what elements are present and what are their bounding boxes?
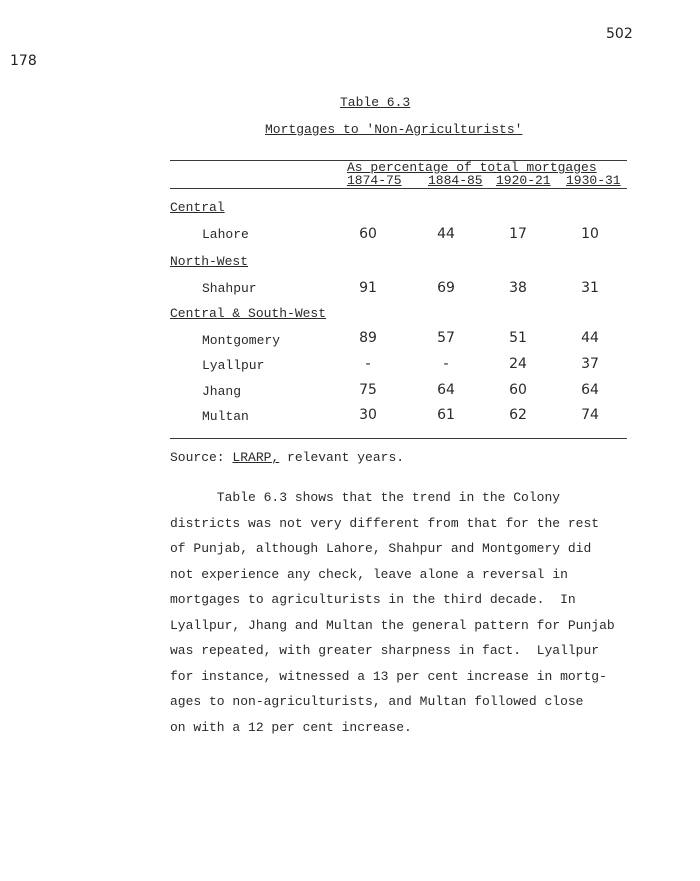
body-paragraph (170, 485, 615, 740)
table-header-rule (170, 188, 627, 189)
table-cell: 38 (509, 280, 527, 296)
table-cell: 91 (359, 280, 377, 296)
source-reference: LRARP, (232, 450, 280, 465)
table-cell: 89 (359, 330, 377, 346)
source-detail: relevant years. (287, 450, 405, 465)
paragraph-line: not experience any check, leave alone a reversal in (170, 566, 568, 582)
column-header-1930: 1930-31 (566, 173, 621, 188)
column-group-header: As percentage of total mortgages (347, 160, 597, 175)
table-cell: 60 (359, 226, 377, 242)
table-cell: 64 (437, 382, 455, 398)
table-cell: 57 (437, 330, 455, 346)
table-cell: - (365, 356, 371, 372)
table-cell: 64 (581, 382, 599, 398)
paragraph-line: mortgages to agriculturists in the third decade. In (170, 592, 576, 607)
table-cell: 44 (581, 330, 599, 346)
table-subtitle: Mortgages to 'Non-Agriculturists' (265, 122, 523, 137)
table-cell: 10 (581, 226, 599, 242)
column-header-1920: 1920-21 (496, 173, 551, 188)
district-jhang: Jhang (202, 384, 242, 399)
paragraph-line: districts was not very different from that for the rest (170, 515, 600, 531)
paragraph-line: of Punjab, although Lahore, Shahpur and Montgomery did (170, 541, 592, 556)
table-cell: 69 (437, 280, 455, 296)
table-cell: 37 (581, 356, 599, 372)
paragraph-line: was repeated, with greater sharpness in fact. Lyallpur (170, 643, 600, 658)
column-header-1874: 1874-75 (347, 173, 402, 188)
paragraph-line: on with a 12 per cent increase. (170, 719, 412, 735)
page-number: 178 (10, 53, 37, 69)
table-cell: 60 (509, 382, 527, 398)
column-header-1884: 1884-85 (428, 173, 483, 188)
table-bottom-rule (170, 438, 627, 439)
district-shahpur: Shahpur (202, 281, 257, 296)
table-source (170, 450, 404, 465)
table-cell: - (443, 356, 449, 372)
paragraph-line: Lyallpur, Jhang and Multan the general pattern for Punjab (170, 617, 615, 633)
table-title: Table 6.3 (340, 95, 411, 110)
table-cell: 31 (581, 280, 599, 296)
table-cell: 24 (509, 356, 527, 372)
table-cell: 74 (581, 407, 599, 423)
district-montgomery: Montgomery (202, 333, 281, 348)
table-cell: 75 (359, 382, 377, 398)
region-central-south-west: Central & South-West (170, 306, 327, 321)
district-lahore: Lahore (202, 227, 249, 242)
paragraph-line: for instance, witnessed a 13 per cent increase in mortg- (170, 668, 607, 684)
district-multan: Multan (202, 409, 249, 424)
paragraph-line: ages to non-agriculturists, and Multan followed close (170, 694, 584, 709)
paragraph-line: Table 6.3 shows that the trend in the Colony (170, 490, 561, 505)
table-cell: 30 (359, 407, 377, 423)
district-lyallpur: Lyallpur (202, 358, 265, 373)
source-label: Source: (170, 450, 225, 465)
table-cell: 44 (437, 226, 455, 242)
region-north-west: North-West (170, 254, 249, 269)
table-cell: 17 (509, 226, 527, 242)
archive-number: 502 (606, 26, 633, 42)
table-cell: 61 (437, 407, 455, 423)
region-central: Central (170, 200, 225, 215)
table-cell: 62 (509, 407, 527, 423)
table-cell: 51 (509, 330, 527, 346)
